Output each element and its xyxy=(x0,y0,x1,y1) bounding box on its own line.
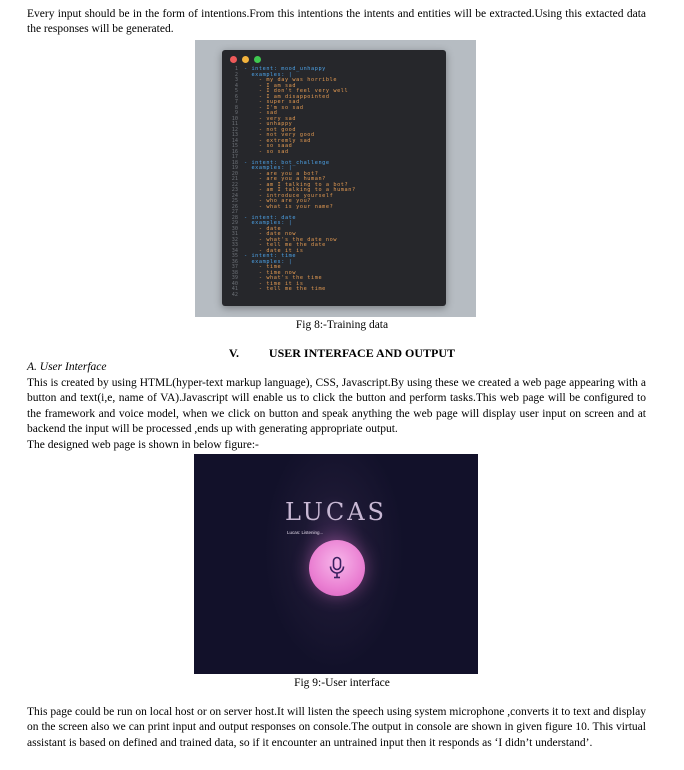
line-number: 25 xyxy=(231,198,238,204)
line-number: 12 xyxy=(231,126,238,133)
line-number: 22 xyxy=(231,181,238,188)
line-number: 39 xyxy=(231,275,238,281)
line-number: 40 xyxy=(231,280,238,287)
figure-9-caption: Fig 9:-User interface xyxy=(294,677,390,689)
code-text: - my day was horrible xyxy=(244,77,338,83)
line-number: 3 xyxy=(234,77,238,83)
line-number: 9 xyxy=(234,110,238,116)
code-text: - what is your name? xyxy=(244,203,334,210)
code-line xyxy=(226,293,444,299)
code-text: - introduce yourself xyxy=(244,192,334,199)
line-number: 15 xyxy=(231,143,238,149)
line-number: 23 xyxy=(231,187,238,193)
code-text: - date it is xyxy=(244,247,304,254)
line-number: 41 xyxy=(231,286,238,292)
line-number: 18 xyxy=(231,159,238,166)
ui-paragraph: This is created by using HTML(hyper-text markup language), CSS, Javascript.By using these we created a web page appearing with a button and text(i,e, name of VA).Javascript will enable us to click the button and perform tasks.This web page will be configured to the framework and voice model, when we click on button and speak anything the web page will display user input on screen and at backend the input will be processed ,ends up with generating appropriate output. xyxy=(27,377,646,436)
code-text: examples: | xyxy=(244,258,293,265)
code-text: - what's the time xyxy=(244,275,323,281)
code-text: - intent: time xyxy=(244,253,297,259)
final-paragraph: This page could be run on local host or on server host.It will listen the speech using system microphone ,converts it to text and display on the screen also we can print input and output responses on console.The output in console are shown in given figure 10. This virtual assistant is based on defined and trained data, so if it encounter an untrained input then it responds as ‘I didn’t understand’. xyxy=(27,706,646,749)
code-text: - what's the date now xyxy=(244,236,338,243)
code-editor-window xyxy=(222,50,446,306)
line-number: 33 xyxy=(231,242,238,248)
line-number: 35 xyxy=(231,253,238,259)
line-number: 28 xyxy=(231,214,238,221)
code-text: - extremly sad xyxy=(244,137,312,144)
training-data-figure xyxy=(195,40,476,317)
line-number: 2 xyxy=(234,71,238,78)
code-text: - very sad xyxy=(244,115,297,122)
code-text: - date now xyxy=(244,231,297,237)
line-number: 21 xyxy=(231,176,238,182)
code-text: - I am disappointed xyxy=(244,93,330,100)
line-number: 1 xyxy=(234,66,238,72)
code-text: - intent: date xyxy=(244,214,297,221)
line-number: 11 xyxy=(231,121,238,127)
designed-page-line: The designed web page is shown in below figure:- xyxy=(27,439,259,451)
line-number: 13 xyxy=(231,132,238,138)
code-text: - who are you? xyxy=(244,198,312,204)
user-interface-figure xyxy=(194,454,478,674)
section-number: V. xyxy=(228,346,240,360)
line-number: 24 xyxy=(231,192,238,199)
line-number: 17 xyxy=(231,154,238,160)
section-title: USER INTERFACE AND OUTPUT xyxy=(268,346,456,360)
code-listing xyxy=(226,67,444,306)
line-number: 4 xyxy=(234,82,238,89)
code-text: - time xyxy=(244,264,282,270)
code-text: - sad xyxy=(244,110,278,116)
microphone-icon xyxy=(327,556,347,580)
section-heading xyxy=(0,346,684,361)
code-text: - so saad xyxy=(244,143,293,149)
code-text: - intent: mood_unhappy xyxy=(244,66,326,72)
line-number: 8 xyxy=(234,104,238,111)
code-text: - not good xyxy=(244,126,297,133)
code-text: - time it is xyxy=(244,280,304,287)
code-text: - date xyxy=(244,225,282,232)
line-number: 16 xyxy=(231,148,238,155)
code-text: examples: | xyxy=(244,71,293,78)
line-number: 32 xyxy=(231,236,238,243)
line-number: 20 xyxy=(231,170,238,177)
window-maximize-dot xyxy=(254,56,261,63)
code-text: - so sad xyxy=(244,148,289,155)
line-number: 7 xyxy=(234,99,238,105)
window-close-dot xyxy=(230,56,237,63)
line-number: 42 xyxy=(231,291,238,298)
line-number: 26 xyxy=(231,203,238,210)
line-number: 38 xyxy=(231,269,238,276)
intro-paragraph: Every input should be in the form of intentions.From this intentions the intents and entities will be extracted.Using this extacted data the responses will be generated. xyxy=(27,8,646,36)
code-text: - unhappy xyxy=(244,121,293,127)
code-text: - super sad xyxy=(244,99,300,105)
code-text: examples: | xyxy=(244,165,293,171)
line-number: 6 xyxy=(234,93,238,100)
window-minimize-dot xyxy=(242,56,249,63)
line-number: 34 xyxy=(231,247,238,254)
code-text: - I am sad xyxy=(244,82,297,89)
line-number: 37 xyxy=(231,264,238,270)
code-text: - I don't feel very well xyxy=(244,88,349,94)
code-text: - are you a human? xyxy=(244,176,326,182)
code-text: - am I talking to a human? xyxy=(244,187,356,193)
line-number: 10 xyxy=(231,115,238,122)
code-text: - I'm so sad xyxy=(244,104,304,111)
code-text: - time now xyxy=(244,269,297,276)
code-text: - tell me the date xyxy=(244,242,326,248)
code-text: - am I talking to a bot? xyxy=(244,181,349,188)
listening-status: Lucas: Listening... xyxy=(287,530,324,535)
code-text: - not very good xyxy=(244,132,315,138)
line-number: 29 xyxy=(231,220,238,226)
line-number: 14 xyxy=(231,137,238,144)
code-text: examples: | xyxy=(244,220,293,226)
figure-8-caption: Fig 8:-Training data xyxy=(295,319,389,331)
code-text: - tell me the time xyxy=(244,286,326,292)
subsection-heading: A. User Interface xyxy=(27,361,107,373)
code-text: - intent: bot_challenge xyxy=(244,159,330,166)
line-number: 19 xyxy=(231,165,238,171)
microphone-button[interactable] xyxy=(309,540,365,596)
code-text: - are you a bot? xyxy=(244,170,319,177)
line-number: 27 xyxy=(231,209,238,215)
line-number: 36 xyxy=(231,258,238,265)
app-title: LUCAS xyxy=(285,498,387,526)
line-number: 30 xyxy=(231,225,238,232)
line-number: 31 xyxy=(231,231,238,237)
line-number: 5 xyxy=(234,88,238,94)
